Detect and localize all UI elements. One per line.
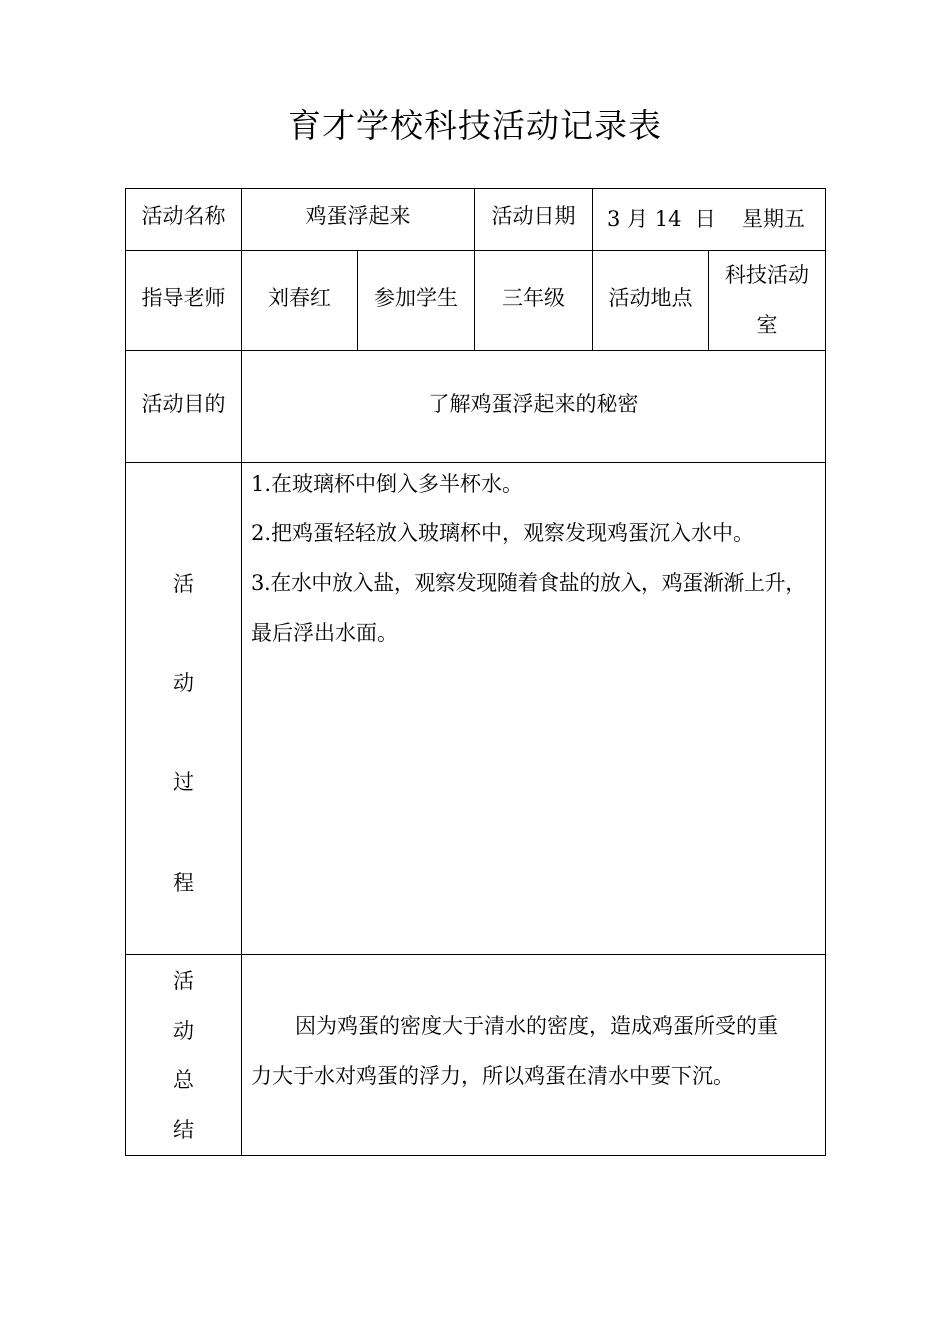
summary-label-char: 总 — [173, 1068, 194, 1092]
activity-date-value: 3 月 14 日 — [607, 207, 716, 231]
process-label — [125, 463, 242, 954]
summary-label-char: 结 — [173, 1118, 194, 1142]
page-title: 育才学校科技活动记录表 — [288, 106, 662, 145]
process-label-char: 活 — [173, 572, 194, 596]
summary-label — [125, 955, 242, 1155]
purpose-label: 活动目的 — [141, 392, 226, 416]
activity-name-value: 鸡蛋浮起来 — [305, 204, 411, 228]
summary-label-char: 活 — [173, 969, 194, 993]
process-step-2: 2.把鸡蛋轻轻放入玻璃杯中，观察发现鸡蛋沉入水中。 — [251, 521, 755, 545]
summary-text-line2: 力大于水对鸡蛋的浮力，所以鸡蛋在清水中要下沉。 — [251, 1064, 734, 1088]
summary-label-char: 动 — [173, 1019, 194, 1043]
purpose-value: 了解鸡蛋浮起来的秘密 — [428, 392, 639, 416]
students-label: 参加学生 — [374, 286, 458, 310]
process-step-1: 1.在玻璃杯中倒入多半杯水。 — [251, 472, 524, 496]
location-label: 活动地点 — [608, 286, 693, 310]
activity-date-label: 活动日期 — [491, 204, 576, 228]
teacher-value: 刘春红 — [268, 286, 331, 310]
students-value: 三年级 — [502, 286, 565, 310]
location-value-line2: 室 — [756, 313, 778, 337]
activity-weekday: 星期五 — [742, 207, 805, 231]
process-label-char: 过 — [173, 770, 194, 794]
process-label-char: 动 — [173, 671, 194, 695]
process-step-3-cont: 最后浮出水面。 — [251, 621, 398, 645]
process-label-char: 程 — [173, 871, 194, 895]
location-value-line1: 科技活动 — [725, 263, 809, 287]
table-border — [825, 188, 826, 1156]
summary-text-line1: 因为鸡蛋的密度大于清水的密度，造成鸡蛋所受的重 — [295, 1014, 778, 1038]
table-border — [125, 1155, 826, 1156]
process-step-3: 3.在水中放入盐，观察发现随着食盐的放入，鸡蛋渐渐上升， — [251, 571, 806, 595]
activity-name-label: 活动名称 — [141, 204, 226, 228]
teacher-label: 指导老师 — [141, 286, 226, 310]
